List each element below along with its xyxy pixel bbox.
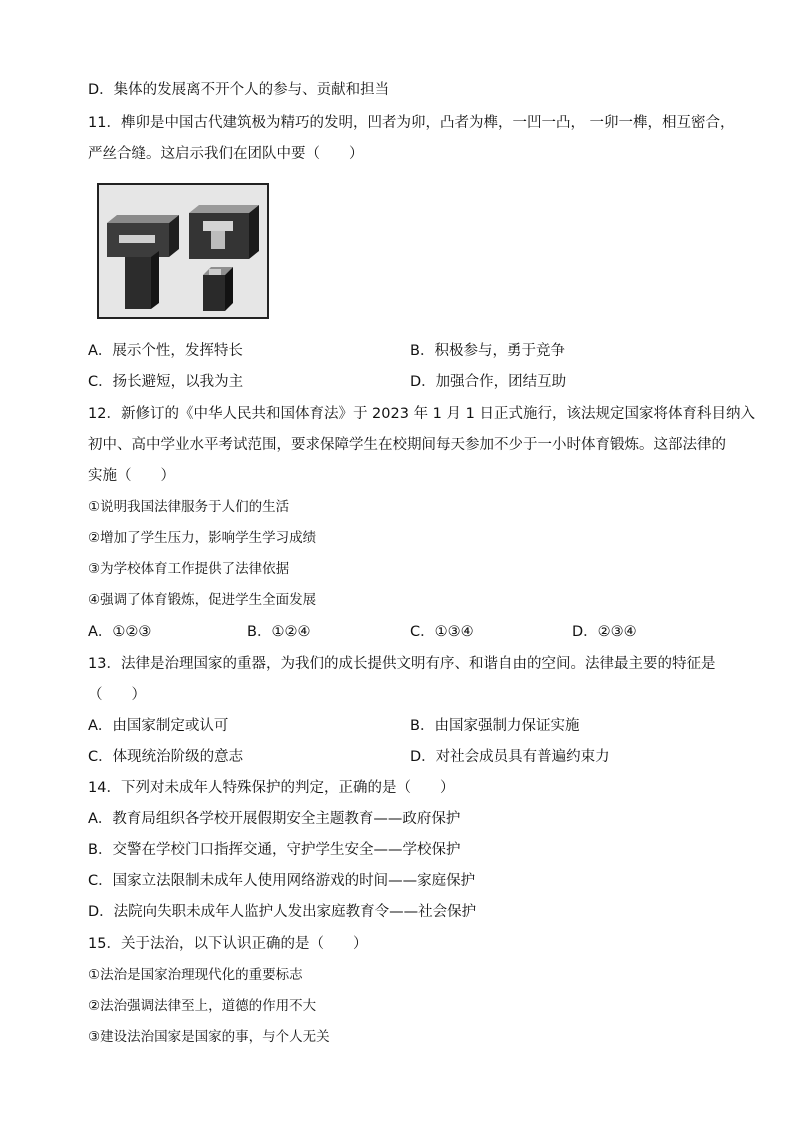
q13-option-d: D．对社会成员具有普遍约束力 [410,749,610,765]
q12-statement-3: ③为学校体育工作提供了法律依据 [88,561,290,577]
q12-option-b: B．①②④ [247,624,311,640]
q14-option-b: B．交警在学校门口指挥交通，守护学生安全——学校保护 [88,842,461,858]
q15-statement-3: ③建设法治国家是国家的事，与个人无关 [88,1029,330,1045]
q12-option-a: A．①②③ [88,624,152,640]
q12-option-c: C．①③④ [410,624,474,640]
q12-statement-1: ①说明我国法律服务于人们的生活 [88,499,290,515]
q13-stem-line2: （ ） [88,687,146,703]
q13-option-c: C．体现统治阶级的意志 [88,749,244,765]
q15-statement-1: ①法治是国家治理现代化的重要标志 [88,967,303,983]
mortise-tenon-icon [99,185,267,317]
q12-option-d: D．②③④ [572,624,637,640]
q11-option-b: B．积极参与，勇于竞争 [410,343,565,359]
q12-statement-4: ④强调了体育锻炼，促进学生全面发展 [88,592,317,608]
q14-option-a: A．教育局组织各学校开展假期安全主题教育——政府保护 [88,811,461,827]
q15-stem: 15．关于法治，以下认识正确的是（ ） [88,936,368,952]
q11-option-a: A．展示个性，发挥特长 [88,343,243,359]
mortise-tenon-joint-photo [97,183,269,319]
q11-stem-line2: 严丝合缝。这启示我们在团队中要（ ） [88,146,364,162]
q12-stem-line2: 初中、高中学业水平考试范围，要求保障学生在校期间每天参加不少于一小时体育锻炼。这部法律的 [88,437,726,453]
q13-option-a: A．由国家制定或认可 [88,718,229,734]
q11-stem-line1: 11．榫卯是中国古代建筑极为精巧的发明，凹者为卯，凸者为榫，一凹一凸， 一卯一榫，相互密合， [88,115,735,131]
q14-option-d: D．法院向失职未成年人监护人发出家庭教育令——社会保护 [88,904,477,920]
q15-statement-2: ②法治强调法律至上，道德的作用不大 [88,998,317,1014]
q14-stem: 14．下列对未成年人特殊保护的判定，正确的是（ ） [88,780,455,796]
q13-stem-line1: 13．法律是治理国家的重器，为我们的成长提供文明有序、和谐自由的空间。法律最主要的特征是 [88,656,716,672]
q12-stem-line1: 12．新修订的《中华人民共和国体育法》于 2023 年 1 月 1 日正式施行，该法规定国家将体育科目纳入 [88,406,755,422]
q12-statement-2: ②增加了学生压力，影响学生学习成绩 [88,530,317,546]
q12-stem-line3: 实施（ ） [88,468,175,484]
q13-option-b: B．由国家强制力保证实施 [410,718,580,734]
q14-option-c: C．国家立法限制未成年人使用网络游戏的时间——家庭保护 [88,873,476,889]
q10-option-d: D．集体的发展离不开个人的参与、贡献和担当 [88,82,390,98]
q11-option-c: C．扬长避短，以我为主 [88,374,244,390]
q11-option-d: D．加强合作，团结互助 [410,374,567,390]
